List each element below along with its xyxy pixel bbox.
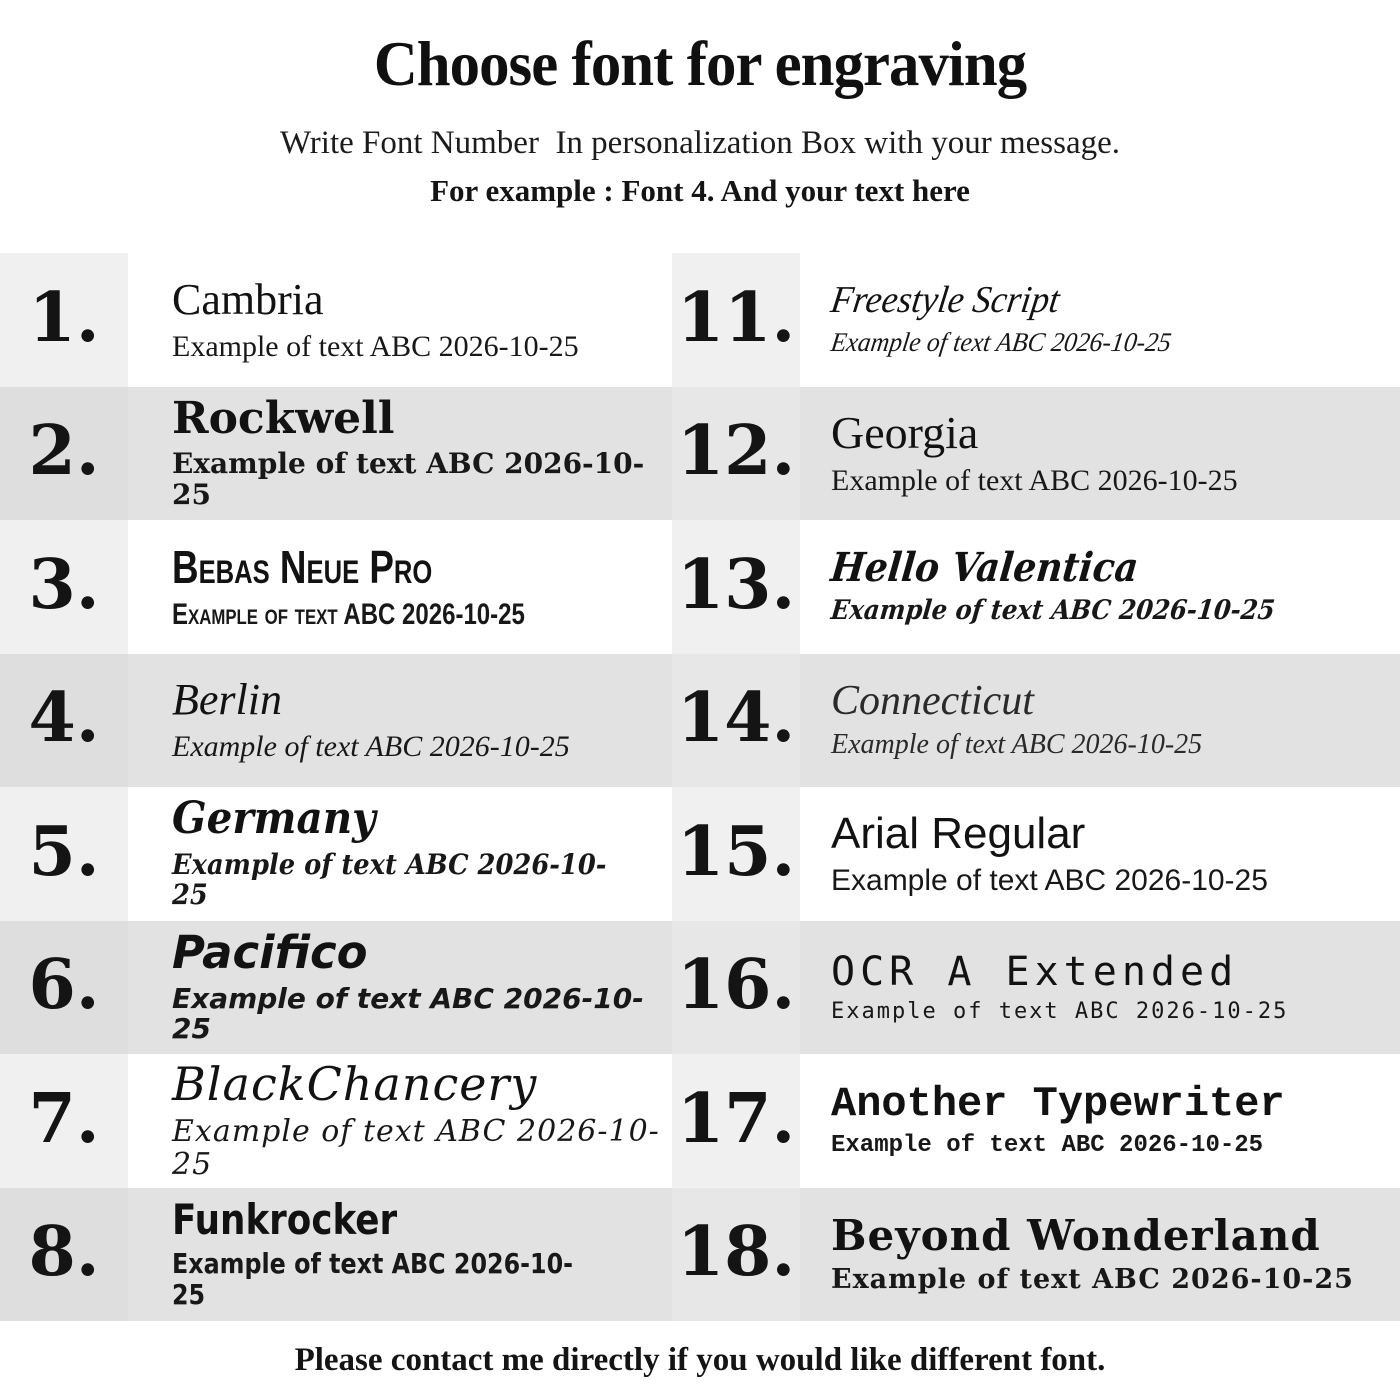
font-sample — [128, 1188, 672, 1322]
font-example-sample: Example of text ABC 2026-10-25 — [831, 729, 1203, 761]
font-number: 12. — [672, 387, 800, 521]
footer — [0, 1321, 1400, 1400]
font-number: 4. — [0, 654, 128, 788]
font-table — [0, 253, 1400, 1321]
font-example-sample: Example of text ABC 2026-10-25 — [829, 327, 1174, 358]
font-name-sample: Germany — [172, 793, 376, 845]
font-example-sample: Example of text ABC 2026-10-25 — [831, 1263, 1354, 1295]
font-number: 13. — [672, 520, 800, 654]
font-example-sample: Example of text ABC 2026-10-25 — [831, 464, 1238, 498]
font-number: 2. — [0, 387, 128, 521]
font-sample — [800, 520, 1400, 654]
font-number: 7. — [0, 1054, 128, 1188]
font-number: 8. — [0, 1188, 128, 1322]
font-number: 5. — [0, 787, 128, 921]
font-example-sample: Example of text ABC 2026-10-25 — [172, 1114, 660, 1183]
font-example-sample: Example of text ABC 2026-10-25 — [831, 998, 1289, 1024]
footer-note: Please contact me directly if you would like different font. — [294, 1342, 1106, 1378]
font-example-sample: Example of text ABC 2026-10-25 — [172, 981, 644, 1046]
font-sample — [128, 654, 672, 788]
font-number: 15. — [672, 787, 800, 921]
example-instruction: For example : Font 4. And your text here — [430, 173, 970, 209]
font-sample — [800, 654, 1400, 788]
font-number: 16. — [672, 921, 800, 1055]
font-example-sample: Example of text ABC 2026-10-25 — [831, 863, 1268, 897]
subtitle-instruction: Write Font Number In personalization Box with your message. — [279, 125, 1120, 162]
font-sample — [128, 387, 672, 521]
font-sample — [800, 787, 1400, 921]
font-name-sample: Bebas Neue Pro — [172, 540, 433, 593]
font-sample — [128, 520, 672, 654]
font-name-sample: Georgia — [831, 407, 979, 459]
font-sample — [128, 253, 672, 387]
font-number: 18. — [672, 1188, 800, 1322]
font-example-sample: Example of text ABC 2026-10-25 — [172, 597, 525, 631]
font-name-sample: Rockwell — [172, 392, 395, 444]
font-name-sample: Arial Regular — [831, 808, 1086, 858]
font-sample — [800, 921, 1400, 1055]
font-sample — [800, 1054, 1400, 1188]
font-number: 11. — [672, 253, 800, 387]
font-sample — [128, 921, 672, 1055]
font-name-sample: BlackChancery — [172, 1057, 538, 1112]
font-sample — [128, 787, 672, 921]
font-example-sample: Example of text ABC 2026-10-25 — [829, 595, 1277, 627]
font-sample — [800, 1188, 1400, 1322]
font-number: 14. — [672, 654, 800, 788]
font-name-sample: Cambria — [172, 274, 324, 324]
font-name-sample: Freestyle Script — [828, 279, 1063, 322]
font-example-sample: Example of text ABC 2026-10-25 — [172, 847, 607, 912]
font-name-sample: Hello Valentica — [828, 544, 1141, 592]
font-name-sample: Beyond Wonderland — [831, 1210, 1321, 1260]
font-number: 17. — [672, 1054, 800, 1188]
font-name-sample: Funkrocker — [172, 1194, 398, 1244]
font-name-sample: Another Typewriter — [831, 1080, 1285, 1128]
font-example-sample: Example of text ABC 2026-10-25 — [172, 447, 645, 511]
font-sample — [800, 253, 1400, 387]
font-name-sample: OCR A Extended — [831, 948, 1239, 995]
font-sample — [800, 387, 1400, 521]
font-sample — [128, 1054, 672, 1188]
font-number: 1. — [0, 253, 128, 387]
page-title: Choose font for engraving — [373, 28, 1027, 99]
font-example-sample: Example of text ABC 2026-10-25 — [172, 329, 579, 363]
font-name-sample: Berlin — [172, 675, 282, 725]
font-name-sample: Connecticut — [831, 678, 1034, 725]
font-number: 3. — [0, 520, 128, 654]
font-example-sample: Example of text ABC 2026-10-25 — [831, 1132, 1264, 1160]
font-example-sample: Example of text ABC 2026-10-25 — [172, 730, 570, 764]
font-name-sample: Pacifico — [172, 926, 368, 980]
header — [0, 0, 1400, 253]
font-number: 6. — [0, 921, 128, 1055]
font-example-sample: Example of text ABC 2026-10-25 — [172, 1247, 574, 1311]
